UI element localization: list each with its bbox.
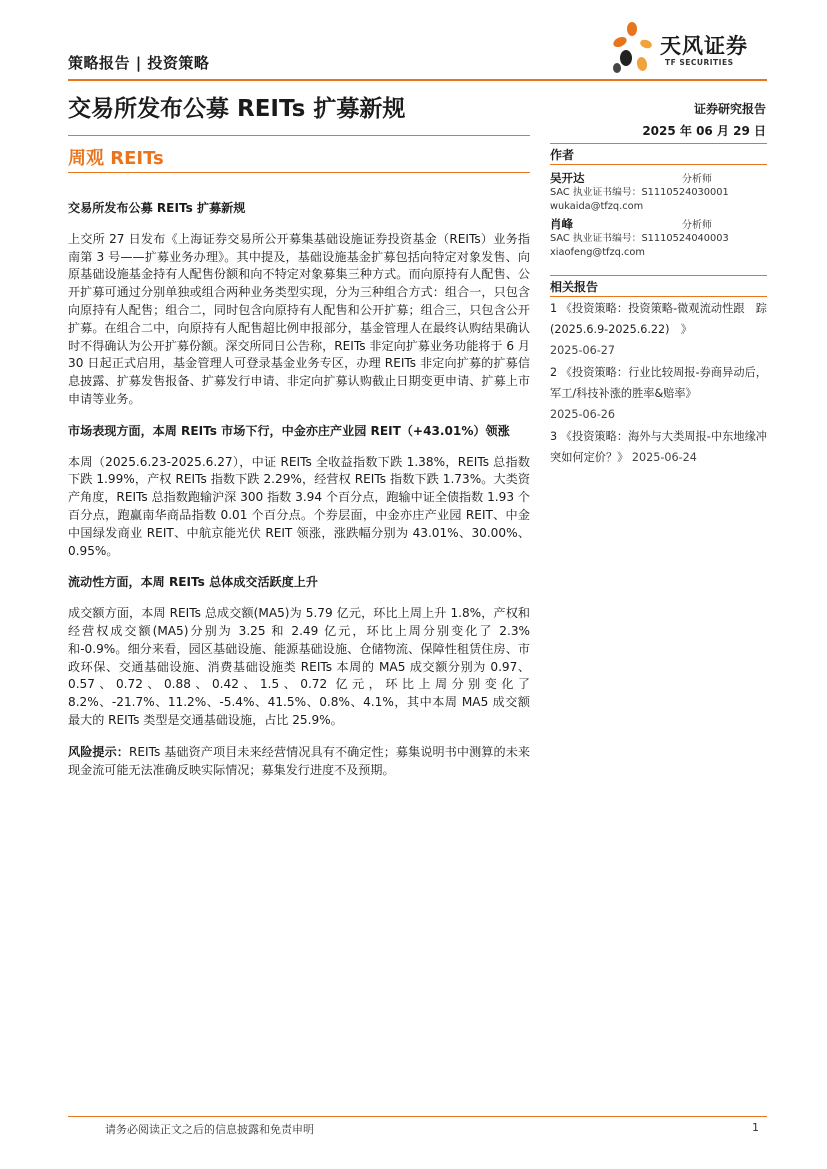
- analyst-name: 吴开达: [550, 171, 585, 185]
- subtitle-divider: [68, 172, 530, 173]
- related-report-date: 2025-06-26: [550, 408, 616, 421]
- section-risk: [68, 744, 530, 780]
- footer-disclaimer: 请务必阅读正文之后的信息披露和免责申明: [105, 1123, 314, 1136]
- related-report-item[interactable]: [550, 362, 767, 425]
- related-top-divider: [550, 275, 767, 276]
- authors-divider: [550, 164, 767, 165]
- section-heading: 流动性方面，本周 REITs 总体成交活跃度上升: [68, 575, 318, 590]
- section-heading: 市场表现方面，本周 REITs 市场下行，中金亦庄产业园 REIT（+43.01%）领涨: [68, 423, 510, 438]
- risk-text: REITs 基础资产项目未来经营情况具有不确定性；募集说明书中测算的未来现金流可能无法准确反映实际情况；募集发行进度不及预期。: [68, 744, 530, 777]
- section-body: 上交所 27 日发布《上海证券交易所公开募集基础设施证券投资基金（REITs）业务指南第 3 号——扩募业务办理》。其中提及，基础设施基金扩募包括向特定对象发售、向原基础设施基金持有人配售份额和向不特定对象募集三种方式。而向原持有人配售、公开扩募可通过分别单独或组合两种业务类型实现，分为三种组合方式：组合一，只包含向原持有人配售；组合二，同时包含向原持有人配售和公开扩募；组合三，只包含公开扩募。在组合二中，向原持有人配售超比例申报部分，基金管理人在最终认购结果确认时不得确认为公开扩募份额。深交所同日公告称，REITs 非定向扩募业务功能将于 6 月 30 日起正式启用，基金管理人可登录基金业务专区，办理 REITs 非定向扩募的扩募信息披露、扩募发售报备、扩募发行申请、非定向扩募认购截止日期变更申请、扩募上市申请等业务。: [68, 231, 530, 406]
- related-reports-list: [550, 298, 779, 469]
- doc-type-label: 策略报告 | 投资策略: [68, 54, 210, 72]
- footer-divider: [68, 1116, 767, 1117]
- risk-label: 风险提示：: [68, 744, 129, 759]
- section-announcement: [68, 200, 530, 409]
- analyst-role: 分析师: [682, 220, 712, 231]
- related-divider: [550, 296, 767, 297]
- analyst-name: 肖峰: [550, 217, 573, 231]
- analyst-cert: SAC 执业证书编号：S1110524040003: [550, 233, 729, 244]
- authors-top-divider: [550, 143, 767, 144]
- section-liquidity: [68, 574, 530, 729]
- analyst-list: [550, 170, 767, 262]
- analyst-card: [550, 216, 767, 259]
- logo-mark-icon: [610, 20, 660, 76]
- related-report-item[interactable]: [550, 298, 779, 361]
- report-kind: 证券研究报告: [693, 102, 766, 116]
- section-heading: 交易所发布公募 REITs 扩募新规: [68, 201, 246, 215]
- related-report-date: 2025-06-24: [631, 451, 697, 464]
- authors-heading: 作者: [550, 148, 575, 162]
- section-market: [68, 423, 530, 561]
- section-body: 成交额方面，本周 REITs 总成交额(MA5)为 5.79 亿元，环比上周上升 1.8%，产权和经营权成交额(MA5)分别为 3.25 和 2.49 亿元，环比上周分别变化了 2.3%和-0.9%。细分来看，园区基础设施、能源基础设施、仓储物流、保障性租赁住房、市政环保、交通基础设施、消费基础设施类 REITs 本周的 MA5 成交额分别为 0.97、0.57、0.72、0.88、0.42、1.5、0.72 亿元，环比上周分别变化了 8.2%、-21.7%、11.2%、-5.4%、41.5%、0.8%、4.1%，其中本周 MA5 成交额最大的 REITs 类型是交通基础设施，占比 25.9%。: [68, 606, 530, 727]
- logo-chinese-name: 天风证券: [660, 34, 748, 58]
- analyst-role: 分析师: [682, 174, 712, 185]
- report-date: 2025 年 06 月 29 日: [642, 124, 766, 138]
- title-divider: [68, 135, 530, 136]
- analyst-email[interactable]: xiaofeng@tfzq.com: [550, 246, 645, 258]
- main-content: [68, 200, 530, 793]
- related-report-date: 2025-06-27: [550, 344, 616, 357]
- section-body: 本周（2025.6.23-2025.6.27），中证 REITs 全收益指数下跌 1.38%，REITs 总指数下跌 1.99%，产权 REITs 指数下跌 2.29%，经营权 REITs 指数下跌 1.73%。大类资产角度，REITs 总指数跑输沪深 300 指数 3.94 个百分点，跑输中证全债指数 1.93 个百分点，跑赢南华商品指数 0.01 个百分点。个券层面，中金亦庄产业园 REIT、中金中国绿发商业 REIT、中航京能光伏 REIT 领涨，涨跌幅分别为 43.01%、30.00%、0.95%。: [68, 454, 530, 558]
- related-report-title[interactable]: 2 《投资策略：行业比较周报-券商异动后，军工/科技补涨的胜率&赔率》: [550, 366, 767, 400]
- related-report-title[interactable]: 1 《投资策略：投资策略-微观流动性跟 踪 (2025.6.9-2025.6.22) 》: [550, 302, 779, 336]
- related-heading: 相关报告: [550, 280, 599, 294]
- analyst-cert: SAC 执业证书编号：S1110524030001: [550, 187, 729, 198]
- subtitle: 周观 REITs: [68, 148, 164, 169]
- related-report-item[interactable]: [550, 426, 767, 468]
- page-title: 交易所发布公募 REITs 扩募新规: [68, 96, 406, 122]
- analyst-email[interactable]: wukaida@tfzq.com: [550, 200, 644, 212]
- page-number: 1: [752, 1121, 759, 1134]
- logo-english-name: TF SECURITIES: [665, 58, 734, 67]
- analyst-card: [550, 170, 767, 213]
- related-report-title[interactable]: 3 《投资策略：海外与大类周报-中东地缘冲突如何定价？》: [550, 430, 767, 464]
- header-divider: [68, 79, 767, 81]
- tf-securities-logo: [610, 20, 770, 76]
